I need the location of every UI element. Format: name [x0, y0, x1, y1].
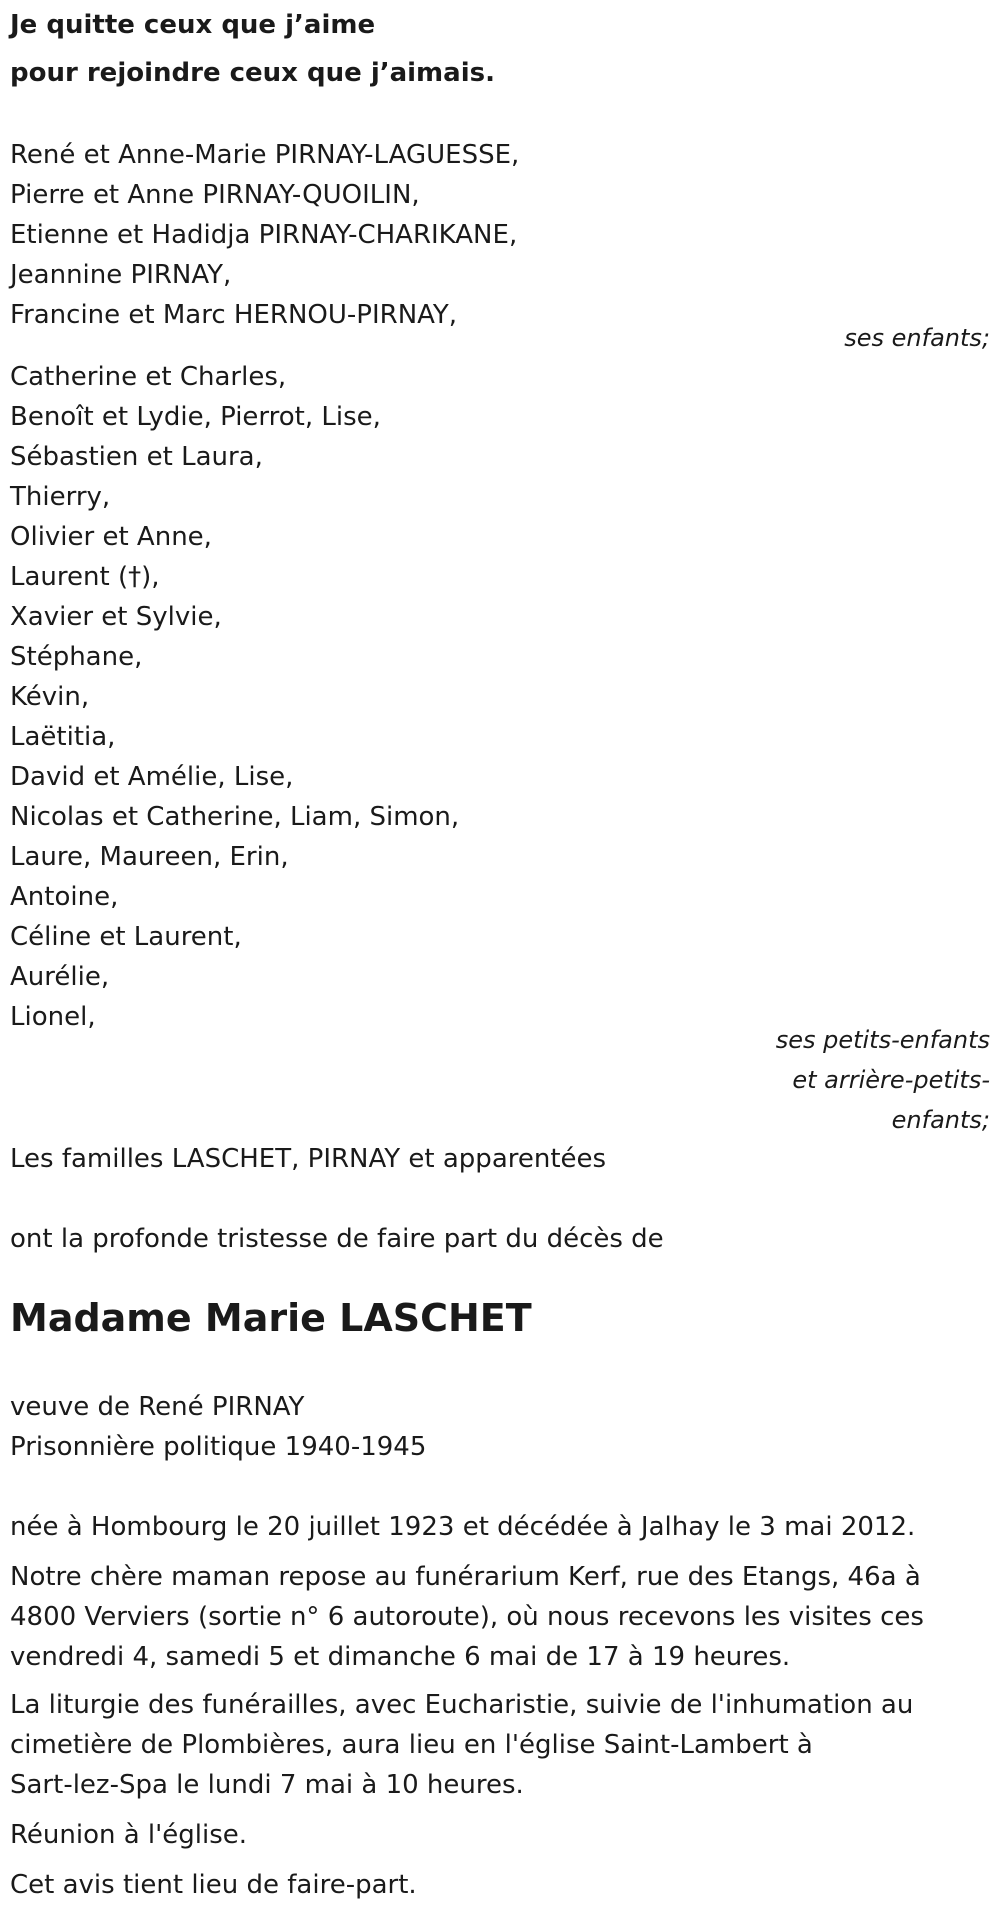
- grandchildren-label-line: et arrière-petits-: [792, 1066, 990, 1094]
- list-item: Céline et Laurent,: [10, 922, 242, 952]
- epigraph-line-1: Je quitte ceux que j’aime: [10, 10, 376, 40]
- list-item: Kévin,: [10, 682, 90, 712]
- list-item: Jeannine PIRNAY,: [10, 260, 232, 290]
- list-item: Pierre et Anne PIRNAY-QUOILIN,: [10, 180, 420, 210]
- list-item: Etienne et Hadidja PIRNAY-CHARIKANE,: [10, 220, 518, 250]
- deceased-name: Madame Marie LASCHET: [10, 1296, 532, 1340]
- list-item: Catherine et Charles,: [10, 362, 287, 392]
- notice-line: Cet avis tient lieu de faire-part.: [10, 1870, 417, 1900]
- list-item: Nicolas et Catherine, Liam, Simon,: [10, 802, 460, 832]
- families-line: Les familles LASCHET, PIRNAY et apparentées: [10, 1144, 607, 1174]
- list-item: René et Anne-Marie PIRNAY-LAGUESSE,: [10, 140, 520, 170]
- list-item: Aurélie,: [10, 962, 110, 992]
- grandchildren-label-line: ses petits-enfants: [775, 1026, 990, 1054]
- paragraph-line: Notre chère maman repose au funérarium Kerf, rue des Etangs, 46a à: [10, 1562, 921, 1592]
- list-item: Sébastien et Laura,: [10, 442, 263, 472]
- list-item: Laëtitia,: [10, 722, 116, 752]
- birth-death-line: née à Hombourg le 20 juillet 1923 et décédée à Jalhay le 3 mai 2012.: [10, 1512, 916, 1542]
- meeting-line: Réunion à l'église.: [10, 1820, 248, 1850]
- list-item: Stéphane,: [10, 642, 143, 672]
- list-item: Olivier et Anne,: [10, 522, 212, 552]
- paragraph-line: 4800 Verviers (sortie n° 6 autoroute), où nous recevons les visites ces: [10, 1602, 924, 1632]
- epigraph-line-2: pour rejoindre ceux que j’aimais.: [10, 58, 495, 88]
- list-item: Antoine,: [10, 882, 119, 912]
- paragraph-line: La liturgie des funérailles, avec Eucharistie, suivie de l'inhumation au: [10, 1690, 914, 1720]
- title-line: Prisonnière politique 1940-1945: [10, 1432, 427, 1462]
- grandchildren-label-line: enfants;: [891, 1106, 990, 1134]
- list-item: Lionel,: [10, 1002, 96, 1032]
- list-item: Xavier et Sylvie,: [10, 602, 222, 632]
- paragraph-line: Sart-lez-Spa le lundi 7 mai à 10 heures.: [10, 1770, 524, 1800]
- paragraph-line: cimetière de Plombières, aura lieu en l'église Saint-Lambert à: [10, 1730, 813, 1760]
- list-item: David et Amélie, Lise,: [10, 762, 294, 792]
- widow-of-line: veuve de René PIRNAY: [10, 1392, 305, 1422]
- list-item: Laure, Maureen, Erin,: [10, 842, 289, 872]
- paragraph-line: vendredi 4, samedi 5 et dimanche 6 mai de 17 à 19 heures.: [10, 1642, 791, 1672]
- list-item: Laurent (†),: [10, 562, 160, 592]
- list-item: Benoît et Lydie, Pierrot, Lise,: [10, 402, 381, 432]
- list-item: Thierry,: [10, 482, 111, 512]
- children-label: ses enfants;: [844, 324, 990, 352]
- announcement-line: ont la profonde tristesse de faire part du décès de: [10, 1224, 664, 1254]
- list-item: Francine et Marc HERNOU-PIRNAY,: [10, 300, 458, 330]
